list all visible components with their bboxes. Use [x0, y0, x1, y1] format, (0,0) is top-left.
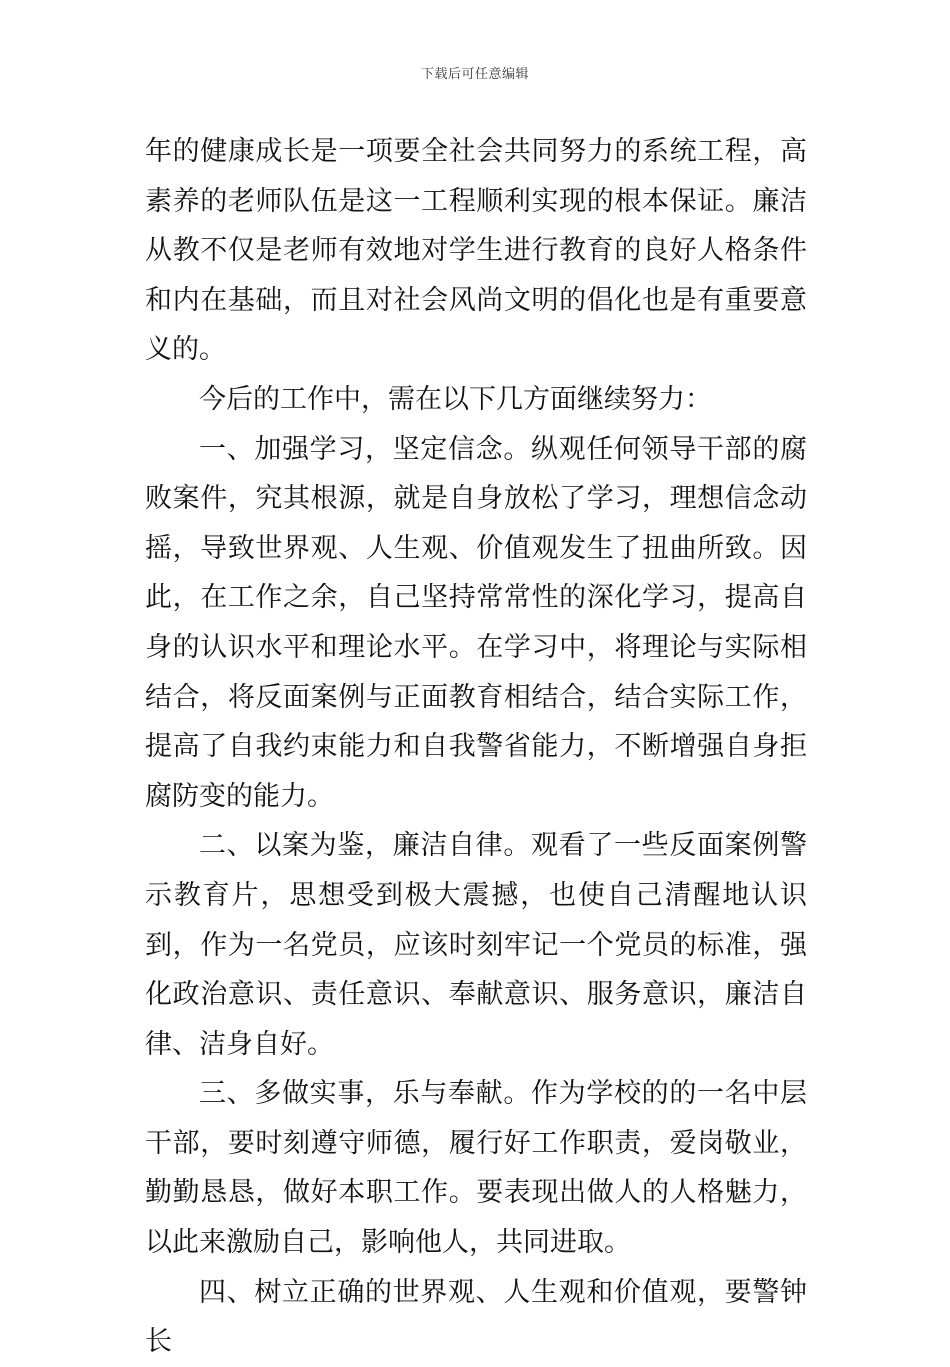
paragraph-point-four: 四、树立正确的世界观、人生观和价值观，要警钟长 — [145, 1276, 807, 1358]
paragraph-intro: 今后的工作中，需在以下几方面继续努力： — [199, 383, 712, 415]
paragraph-point-three: 三、多做实事，乐与奉献。作为学校的的一名中层干部，要时刻遵守师德，履行好工作职责，爱岗敬业，勤勤恳恳，做好本职工作。要表现出做人的人格魅力，以此来激励自己，影响他人，共同进取。 — [145, 1078, 807, 1259]
document-body — [145, 127, 807, 1367]
paragraph-point-one: 一、加强学习，坚定信念。纵观任何领导干部的腐败案件，究其根源，就是自身放松了学习，理想信念动摇，导致世界观、人生观、价值观发生了扭曲所致。因此，在工作之余，自己坚持常常性的深化学习，提高自身的认识水平和理论水平。在学习中，将理论与实际相结合，将反面案例与正面教育相结合，结合实际工作，提高了自我约束能力和自我警省能力，不断增强自身拒腐防变的能力。 — [145, 433, 807, 812]
paragraph-continuation: 年的健康成长是一项要全社会共同努力的系统工程，高素养的老师队伍是这一工程顺利实现的根本保证。廉洁从教不仅是老师有效地对学生进行教育的良好人格条件和内在基础，而且对社会风尚文明的倡化也是有重要意义的。 — [145, 136, 807, 366]
page-header: 下载后可任意编辑 — [420, 67, 529, 82]
paragraph-point-two: 二、以案为鉴，廉洁自律。观看了一些反面案例警示教育片，思想受到极大震撼，也使自己清醒地认识到，作为一名党员，应该时刻牢记一个党员的标准，强化政治意识、责任意识、奉献意识、服务意识，廉洁自律、洁身自好。 — [145, 830, 807, 1060]
